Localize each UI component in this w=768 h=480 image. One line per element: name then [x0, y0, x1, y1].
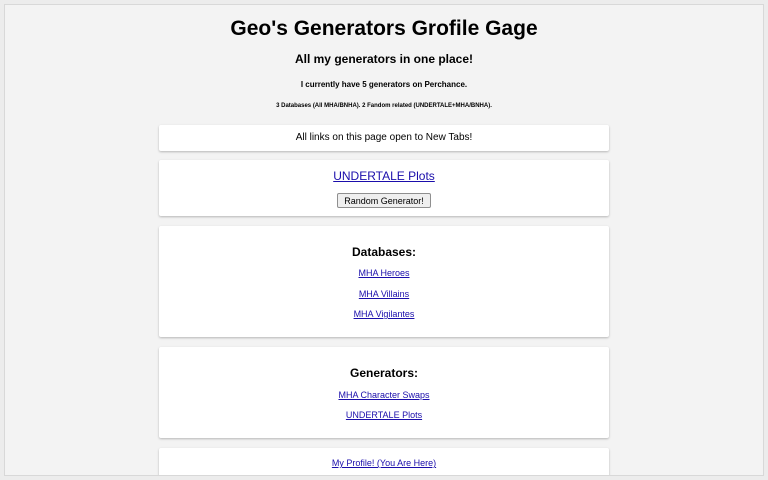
notice-text: All links on this page open to New Tabs! [295, 132, 473, 143]
intro-text: I currently have 5 generators on Perchance. [300, 80, 468, 89]
databases-heading: Databases: [351, 245, 417, 259]
generators-heading: Generators: [349, 366, 419, 380]
detail-text: 3 Databases (All MHA/BNHA). 2 Fandom related (UNDERTALE+MHA/BNHA). [276, 103, 492, 109]
page-title: Geo's Generators Grofile Gage [230, 17, 538, 40]
generators-card [159, 347, 609, 438]
link-undertale-plots[interactable]: UNDERTALE Plots [345, 410, 423, 420]
databases-card [159, 226, 609, 337]
link-mha-villains[interactable]: MHA Villains [358, 289, 410, 299]
random-generator-button[interactable]: Random Generator! [337, 193, 431, 208]
random-generator-card [159, 160, 609, 216]
profile-card [159, 448, 609, 476]
page-subtitle: All my generators in one place! [294, 52, 474, 66]
random-result-link[interactable]: UNDERTALE Plots [333, 169, 435, 183]
page-frame [4, 4, 764, 476]
notice-card [159, 125, 609, 151]
link-mha-heroes[interactable]: MHA Heroes [358, 268, 410, 278]
link-mha-vigilantes[interactable]: MHA Vigilantes [353, 309, 415, 319]
link-my-profile[interactable]: My Profile! (You Are Here) [331, 458, 437, 468]
link-mha-character-swaps[interactable]: MHA Character Swaps [338, 390, 430, 400]
